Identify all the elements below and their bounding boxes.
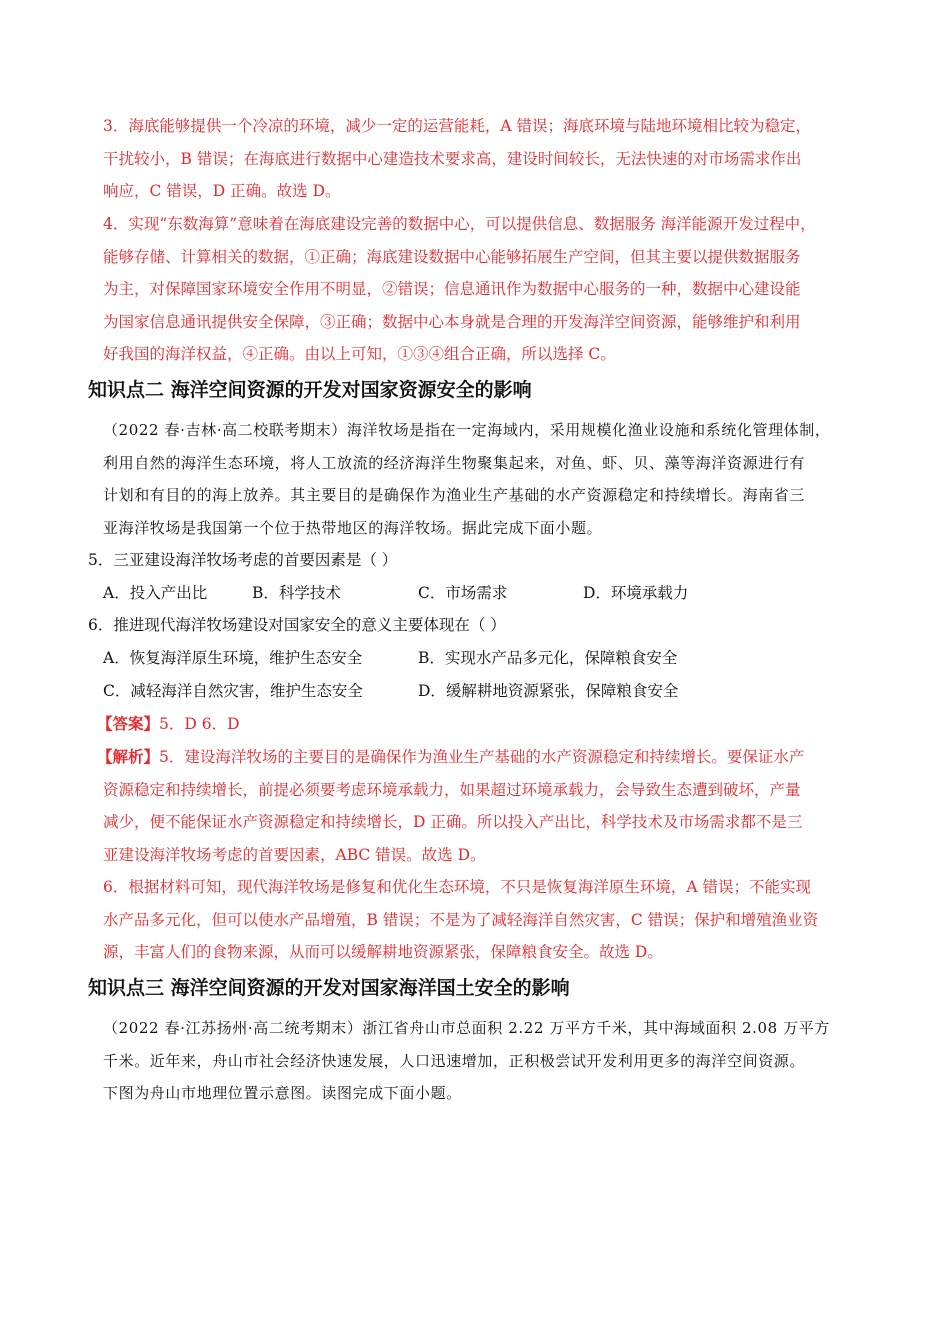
text-line: 为主，对保障国家环境安全作用不明显，②错误；信息通讯作为数据中心服务的一种，数据中心建设能 <box>103 280 801 299</box>
text-span: 5．建设海洋牧场的主要目的是确保作为渔业生产基础的水产资源稳定和持续增长。要保证水产 <box>159 748 805 766</box>
material-paragraph-3 <box>103 1012 881 1110</box>
text-line: 好我国的海洋权益，④正确。由以上可知，①③④组合正确，所以选择 C。 <box>103 345 616 364</box>
question-5-option-d: D．环境承载力 <box>583 584 689 602</box>
text-line: 水产品多元化，但可以使水产品增殖，B 错误；不是为了减轻海洋自然灾害，C 错误；保护和增殖渔业资 <box>103 910 819 929</box>
answer-line <box>97 712 240 734</box>
explanation-3 <box>103 110 863 208</box>
question-6-option-d: D．缓解耕地资源紧张，保障粮食安全 <box>418 682 679 700</box>
text-line: 千米。近年来，舟山市社会经济快速发展，人口迅速增加，正积极尝试开发利用更多的海洋空间资源。 <box>103 1051 806 1070</box>
text-line: 亚建设海洋牧场考虑的首要因素，ABC 错误。故选 D。 <box>103 845 486 864</box>
question-6-option-c: C．减轻海洋自然灾害，维护生态安全 <box>103 682 363 700</box>
text-line <box>97 741 863 774</box>
question-5-option-c: C．市场需求 <box>418 584 508 602</box>
answer-label: 【答案】 <box>97 714 160 733</box>
question-5-option-b: B．科学技术 <box>252 584 341 602</box>
text-line: 亚海洋牧场是我国第一个位于热带地区的海洋牧场。据此完成下面小题。 <box>103 518 603 537</box>
answer-value: 5．D 6．D <box>159 715 240 733</box>
text-line: 源，丰富人们的食物来源，从而可以缓解耕地资源紧张，保障粮食安全。故选 D。 <box>103 943 663 962</box>
question-6-option-b: B．实现水产品多元化，保障粮食安全 <box>418 649 678 667</box>
text-line: 资源稳定和持续增长，前提必须要考虑环境承载力，如果超过环境承载力，会导致生态遭到破坏，产量 <box>103 780 801 799</box>
text-line: 4．实现“东数海算”意味着在海底建设完善的数据中心，可以提供信息、数据服务 海洋能源开发过程中， <box>103 215 816 233</box>
text-line: （2022 春·江苏扬州·高二统考期末）浙江省舟山市总面积 2.22 万平方千米，其中海域面积 2.08 万平方 <box>103 1019 830 1037</box>
text-line: （2022 春·吉林·高二校联考期末）海洋牧场是指在一定海域内，采用规模化渔业设施和系统化管理体制， <box>103 421 831 439</box>
question-5-option-a: A．投入产出比 <box>103 584 208 602</box>
section-heading-2: 知识点二 海洋空间资源的开发对国家资源安全的影响 <box>88 379 532 401</box>
explanation-4 <box>103 208 863 371</box>
text-line: 减少，便不能保证水产资源稳定和持续增长，D 正确。所以投入产出比，科学技术及市场需求都不是三 <box>103 813 803 832</box>
text-line: 计划和有目的的海上放养。其主要目的是确保作为渔业生产基础的水产资源稳定和持续增长。海南省三 <box>103 486 806 504</box>
text-line: 6．根据材料可知，现代海洋牧场是修复和优化生态环境，不只是恢复海洋原生环境，A 错误；不能实现 <box>103 878 811 896</box>
analysis-label: 【解析】 <box>97 747 160 766</box>
text-line: 为国家信息通讯提供安全保障，③正确；数据中心本身就是合理的开发海洋空间资源，能够维护和利用 <box>103 312 801 331</box>
explanation-6 <box>103 871 863 969</box>
text-line: 能够存储、计算相关的数据，①正确；海底建设数据中心能够拓展生产空间，但其主要以提供数据服务 <box>103 247 801 266</box>
text-line: 3．海底能够提供一个冷凉的环境，减少一定的运营能耗，A 错误；海底环境与陆地环境相比较为稳定， <box>103 117 811 135</box>
text-line: 下图为舟山市地理位置示意图。读图完成下面小题。 <box>103 1084 462 1102</box>
section-heading-3: 知识点三 海洋空间资源的开发对国家海洋国土安全的影响 <box>88 977 570 999</box>
question-5-stem: 5．三亚建设海洋牧场考虑的首要因素是（ ） <box>88 551 398 569</box>
question-6-option-a: A．恢复海洋原生环境，维护生态安全 <box>103 649 363 667</box>
text-line: 干扰较小，B 错误；在海底进行数据中心建造技术要求高，建设时间较长，无法快速的对市场需求作出 <box>103 149 802 168</box>
text-line: 响应，C 错误，D 正确。故选 D。 <box>103 182 341 201</box>
text-line: 利用自然的海洋生态环境，将人工放流的经济海洋生物聚集起来，对鱼、虾、贝、藻等海洋资源进行有 <box>103 453 806 472</box>
material-paragraph-2 <box>103 414 881 544</box>
question-6-stem: 6．推进现代海洋牧场建设对国家安全的意义主要体现在（ ） <box>88 616 506 634</box>
explanation-5 <box>97 741 863 871</box>
